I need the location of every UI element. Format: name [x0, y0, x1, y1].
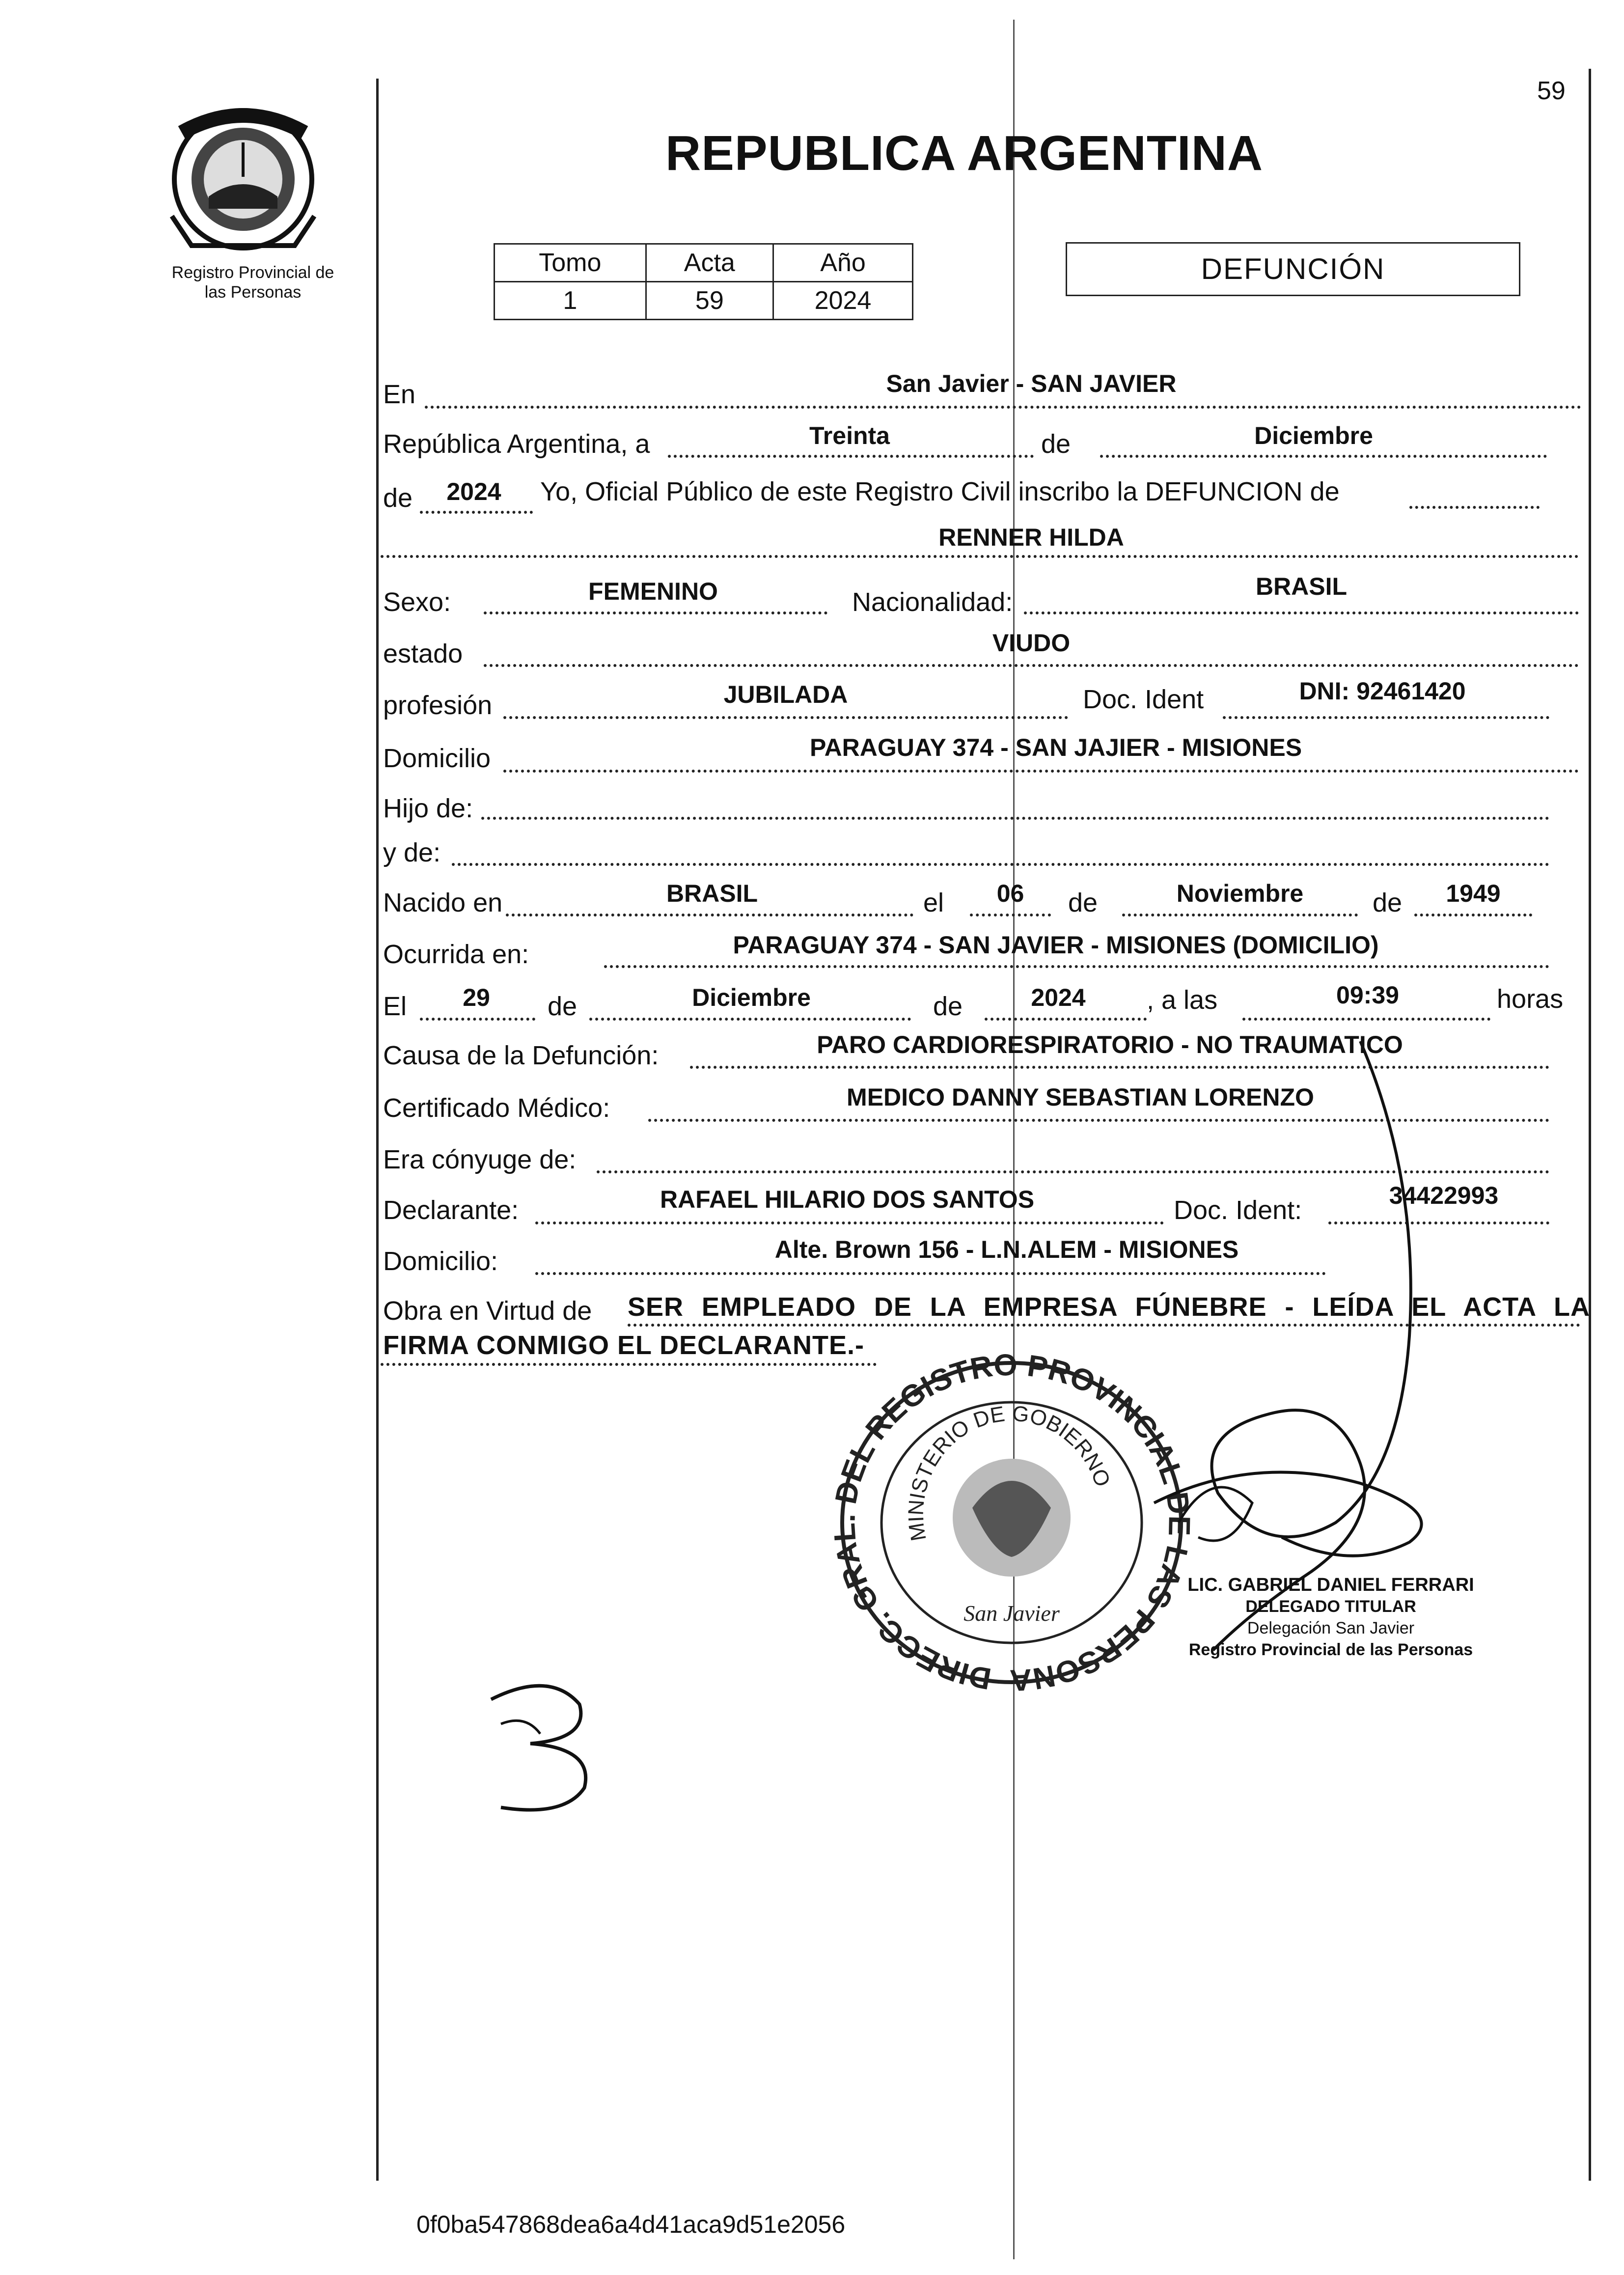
birth-month-dotted-line	[1122, 914, 1358, 916]
certificado-label: Certificado Médico:	[383, 1093, 610, 1123]
republica-label: República Argentina, a	[383, 429, 650, 459]
domicilio2-value: Alte. Brown 156 - L.N.ALEM - MISIONES	[774, 1236, 1239, 1263]
signatory-office: Delegación San Javier	[1247, 1619, 1415, 1637]
de-label-3: de	[1373, 888, 1403, 917]
estado-dotted-line	[484, 664, 1579, 667]
obra-value-line2: FIRMA CONMIGO EL DECLARANTE.-	[383, 1331, 864, 1360]
doc-ident2-value: 34422993	[1389, 1182, 1499, 1209]
death-month: Diciembre	[692, 984, 811, 1011]
death-month-dotted-line	[589, 1018, 911, 1021]
estado-value: VIUDO	[992, 629, 1071, 657]
declarant-signature	[471, 1660, 633, 1822]
death-year: 2024	[1031, 984, 1086, 1011]
birth-year: 1949	[1446, 880, 1501, 907]
nacionalidad-value: BRASIL	[1255, 573, 1348, 600]
sexo-label: Sexo:	[383, 587, 451, 617]
ocurrida-value: PARAGUAY 374 - SAN JAVIER - MISIONES (DOMICILIO)	[733, 931, 1379, 959]
domicilio-value: PARAGUAY 374 - SAN JAJIER - MISIONES	[809, 734, 1302, 761]
estado-label: estado	[383, 639, 463, 668]
death-time-dotted-line	[1242, 1018, 1490, 1021]
doc-ident-label: Doc. Ident	[1083, 685, 1204, 714]
declarante-dotted-line	[535, 1221, 1164, 1224]
signatory-name: LIC. GABRIEL DANIEL FERRARI	[1187, 1575, 1474, 1595]
document-type-box: DEFUNCIÓN	[1066, 242, 1520, 296]
nacionalidad-label: Nacionalidad:	[852, 587, 1013, 617]
en-label: En	[383, 380, 416, 409]
death-year-dotted-line	[985, 1018, 1147, 1021]
el-label-2: El	[383, 992, 407, 1021]
birth-day-dotted-line	[970, 914, 1051, 916]
sexo-dotted-line	[484, 611, 827, 614]
death-day: 29	[463, 984, 490, 1011]
signatory-title: DELEGADO TITULAR	[1245, 1597, 1416, 1616]
logo-caption-line1: Registro Provincial de	[171, 263, 334, 282]
de-year-label: de	[383, 483, 413, 513]
birth-day: 06	[996, 880, 1024, 907]
alas-label: , a las	[1147, 985, 1218, 1015]
sexo-value: FEMENINO	[588, 578, 718, 605]
doc-ident2-label: Doc. Ident:	[1174, 1195, 1302, 1225]
yde-label: y de:	[383, 838, 441, 867]
ocurrida-dotted-line	[604, 965, 1549, 968]
acta-header: Acta	[646, 244, 773, 282]
name-dotted-line	[381, 555, 1579, 558]
en-dotted-line	[425, 406, 1581, 409]
birth-year-dotted-line	[1414, 914, 1532, 916]
el-label: el	[923, 888, 944, 917]
nacionalidad-dotted-line	[1024, 611, 1579, 614]
document-hash: 0f0ba547868dea6a4d41aca9d51e2056	[416, 2211, 846, 2238]
death-day-dotted-line	[420, 1018, 535, 1021]
signature-block	[1144, 1574, 1517, 1661]
obra-dotted-line-2	[381, 1363, 877, 1366]
yo-oficial-text: Yo, Oficial Público de este Registro Civil inscribo la DEFUNCION de	[540, 477, 1340, 506]
anio-header: Año	[773, 244, 912, 282]
de-label-5: de	[933, 992, 963, 1021]
obra-value-line1: SER EMPLEADO DE LA EMPRESA FÚNEBRE - LEÍDA EL ACTA LA	[628, 1292, 1590, 1322]
profesion-label: profesión	[383, 691, 493, 720]
yde-dotted-line	[452, 863, 1549, 866]
day-dotted-line	[668, 455, 1034, 458]
nacido-label: Nacido en	[383, 888, 503, 917]
death-time: 09:39	[1336, 981, 1399, 1009]
birth-month: Noviembre	[1176, 880, 1304, 907]
stamp-outer-text: DIRECC. GRAL. DEL REGISTRO PROVINCIAL DE LAS PERSONA	[827, 1348, 1196, 1697]
causa-value: PARO CARDIORESPIRATORIO - NO TRAUMATICO	[817, 1031, 1403, 1058]
year-dotted-line	[420, 511, 533, 514]
page-number: 59	[1537, 77, 1566, 105]
conyuge-label: Era cónyuge de:	[383, 1145, 577, 1174]
registration-year: 2024	[446, 478, 501, 505]
tomo-value: 1	[495, 282, 646, 320]
yo-dotted-line	[1409, 506, 1540, 509]
tomo-header: Tomo	[495, 244, 646, 282]
death-day-text: Treinta	[809, 422, 890, 449]
en-value: San Javier - SAN JAVIER	[886, 370, 1177, 397]
registry-table	[494, 243, 913, 320]
ocurrida-label: Ocurrida en:	[383, 940, 529, 969]
de-label: de	[1041, 429, 1071, 459]
scan-artifact-line	[1013, 20, 1015, 2259]
acta-value: 59	[646, 282, 773, 320]
horas-label: horas	[1497, 984, 1564, 1014]
left-margin-line	[376, 79, 379, 2181]
nacido-value: BRASIL	[666, 880, 758, 907]
logo-caption-line2: las Personas	[204, 283, 302, 302]
month-dotted-line	[1100, 455, 1547, 458]
obra-label: Obra en Virtud de	[383, 1296, 592, 1326]
declarante-label: Declarante:	[383, 1195, 519, 1225]
logo-caption	[147, 263, 358, 302]
doc-ident-dotted-line	[1223, 716, 1549, 719]
hijo-label: Hijo de:	[383, 794, 473, 823]
domicilio-dotted-line	[503, 770, 1579, 773]
de-label-4: de	[548, 992, 578, 1021]
stamp-location-text: San Javier	[963, 1601, 1060, 1626]
right-margin-line	[1589, 69, 1591, 2181]
declarante-value: RAFAEL HILARIO DOS SANTOS	[660, 1186, 1035, 1213]
death-month-text: Diciembre	[1254, 422, 1373, 449]
doc-ident-value: DNI: 92461420	[1299, 677, 1466, 705]
certificado-value: MEDICO DANNY SEBASTIAN LORENZO	[847, 1083, 1314, 1111]
de-label-2: de	[1068, 888, 1098, 917]
hijo-dotted-line	[481, 817, 1549, 820]
causa-label: Causa de la Defunción:	[383, 1041, 659, 1070]
stamp-inner-text: MINISTERIO DE GOBIERNO	[904, 1401, 1115, 1543]
nacido-dotted-line	[506, 914, 913, 916]
domicilio2-label: Domicilio:	[383, 1247, 498, 1276]
domicilio-label: Domicilio	[383, 744, 491, 773]
signatory-registry: Registro Provincial de las Personas	[1188, 1640, 1473, 1659]
profesion-value: JUBILADA	[723, 681, 848, 708]
anio-value: 2024	[773, 282, 912, 320]
profesion-dotted-line	[503, 716, 1068, 719]
province-logo	[162, 103, 324, 255]
deceased-name: RENNER HILDA	[938, 524, 1124, 551]
page-title: REPUBLICA ARGENTINA	[665, 126, 1264, 181]
